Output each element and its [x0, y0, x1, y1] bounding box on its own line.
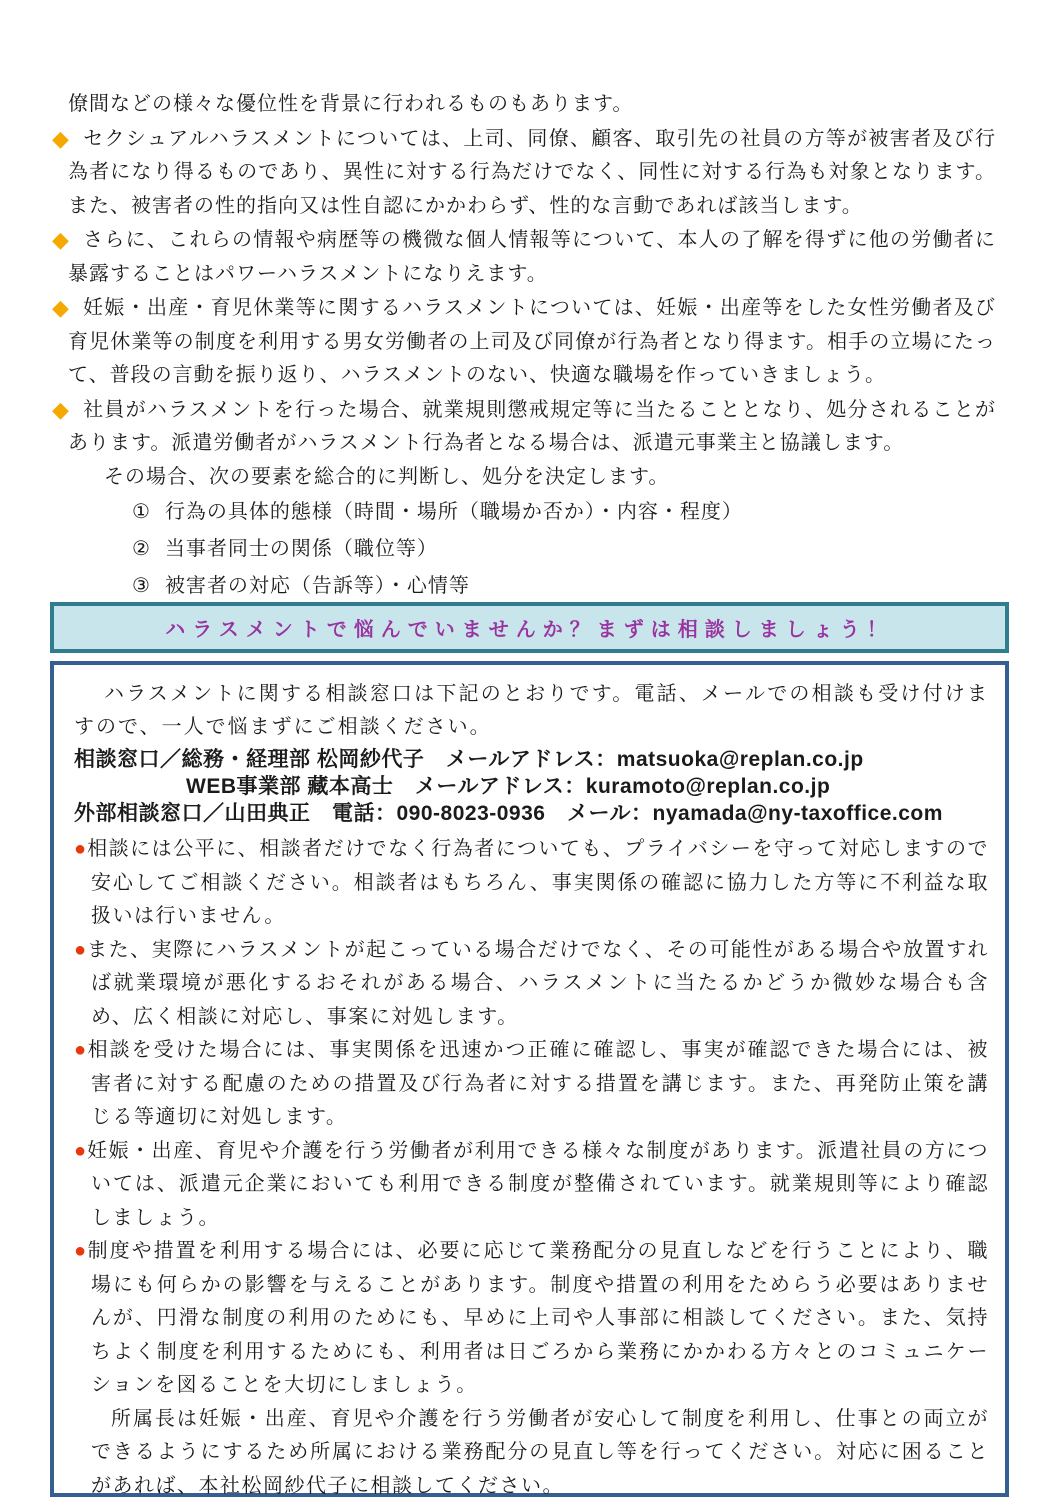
policy-text: また、実際にハラスメントが起こっている場合だけでなく、その可能性がある場合や放置すれば就業環境が悪化するおそれがある場合、ハラスメントに当たるかどうか微妙な場合も含め、広く相談に対応し、事案に対処します。 [87, 938, 989, 1028]
banner-title: ハラスメントで悩んでいませんか？まずは相談しましょう！ [165, 619, 894, 641]
consultation-banner [50, 602, 1009, 653]
contact-internal-kuramoto: WEB事業部 藏本高士 メールアドレス：kuramoto@replan.co.jp [186, 775, 831, 798]
decision-factor-text: 行為の具体的態様（時間・場所（職場か否か）・内容・程度） [164, 501, 743, 523]
carryover-paragraph: 僚間などの様々な優位性を背景に行われるものもあります。 [68, 93, 634, 115]
contact-external-yamada: 外部相談窓口／山田典正 電話：090-8023-0936 メール：nyamada@ny-taxoffice.com [74, 802, 943, 825]
decision-factor-text: 被害者の対応（告訴等）・心情等 [164, 575, 470, 597]
diamond-bullet-personal-info [52, 223, 996, 291]
policy-broad-response [74, 934, 989, 1035]
decision-factor-3 [132, 568, 996, 605]
policy-fairness [74, 833, 989, 934]
circled-number-1: ① [132, 501, 151, 523]
diamond-bullet-text: 社員がハラスメントを行った場合、就業規則懲戒規定等に当たることとなり、処分されることがあります。派遣労働者がハラスメント行為者となる場合は、派遣元事業主と協議します。 [68, 398, 996, 454]
diamond-bullet-discipline [52, 393, 996, 461]
diamond-bullet-icon: ◆ [52, 227, 69, 252]
decision-factor-1 [132, 494, 996, 531]
consultation-intro: ハラスメントに関する相談窓口は下記のとおりです。電話、メールでの相談も受け付けますので、一人で悩まずにご相談ください。 [74, 683, 989, 738]
policy-text: 相談を受けた場合には、事実関係を迅速かつ正確に確認し、事実が確認できた場合には、被害者に対する配慮のための措置及び行為者に対する措置を講じます。また、再発防止策を講じる等適切に対処します。 [87, 1039, 989, 1128]
consultation-info-box [50, 661, 1009, 1497]
policy-support-systems [74, 1135, 989, 1236]
harassment-policy-section [52, 88, 996, 605]
circled-number-2: ② [132, 538, 151, 560]
policy-fact-check [74, 1034, 989, 1135]
dot-bullet-icon: ● [74, 1039, 87, 1061]
policy-text: 相談には公平に、相談者だけでなく行為者についても、プライバシーを守って対応しますので安心してご相談ください。相談者はもちろん、事実関係の確認に協力した方等に不利益な取扱いは行いません。 [87, 838, 989, 927]
case-decision-note: その場合、次の要素を総合的に判断し、処分を決定します。 [104, 465, 670, 488]
diamond-bullet-icon: ◆ [52, 125, 69, 151]
closing-paragraph: 所属長は妊娠・出産、育児や介護を行う労働者が安心して制度を利用し、仕事との両立ができるようにするため所属における業務配分の見直し等を行ってください。対応に困ることがあれば、本社松岡紗代子に相談してください。 [91, 1407, 989, 1497]
decision-factor-text: 当事者同士の関係（職位等） [164, 538, 438, 560]
diamond-bullet-sexual-harassment [52, 122, 996, 224]
diamond-bullet-text: 妊娠・出産・育児休業等に関するハラスメントについては、妊娠・出産等をした女性労働者及び育児休業等の制度を利用する男女労働者の上司及び同僚が行為者となり得ます。相手の立場にたって、普段の言動を振り返り、ハラスメントのない、快適な職場を作っていきましょう。 [68, 297, 996, 386]
decision-factor-2 [132, 531, 996, 568]
contact-list [74, 746, 989, 827]
dot-bullet-icon: ● [74, 838, 87, 860]
diamond-bullet-text: さらに、これらの情報や病歴等の機微な個人情報等について、本人の了解を得ずに他の労働者に暴露することはパワーハラスメントになりえます。 [68, 229, 996, 285]
consultation-policy-list [74, 833, 989, 1403]
circled-number-3: ③ [132, 575, 151, 597]
policy-text: 妊娠・出産、育児や介護を行う労働者が利用できる様々な制度があります。派遣社員の方については、派遣元企業においても利用できる制度が整備されています。就業規則等により確認しましょう。 [87, 1139, 989, 1229]
dot-bullet-icon: ● [74, 1139, 87, 1162]
policy-system-usage [74, 1235, 989, 1403]
diamond-bullet-maternity [52, 291, 996, 393]
dot-bullet-icon: ● [74, 938, 87, 961]
decision-factor-list [68, 494, 996, 605]
diamond-bullet-icon: ◆ [52, 295, 69, 320]
contact-internal-matsuoka: 相談窓口／総務・経理部 松岡紗代子 メールアドレス：matsuoka@replan.co.jp [74, 748, 864, 771]
policy-text: 制度や措置を利用する場合には、必要に応じて業務配分の見直しなどを行うことにより、職場にも何らかの影響を与えることがあります。制度や措置の利用をためらう必要はありませんが、円滑な制度の利用のためにも、早めに上司や人事部に相談してください。また、気持ちよく制度を利用するためにも、利用者は日ごろから業務にかかわる方々とのコミュニケーションを図ることを大切にしましょう。 [87, 1240, 989, 1396]
diamond-bullet-icon: ◆ [52, 396, 69, 422]
dot-bullet-icon: ● [74, 1240, 87, 1262]
diamond-bullet-text: セクシュアルハラスメントについては、上司、同僚、顧客、取引先の社員の方等が被害者及び行為者になり得るものであり、異性に対する行為だけでなく、同性に対する行為も対象となります。また、被害者の性的指向又は性自認にかかわらず、性的な言動であれば該当します。 [68, 127, 996, 217]
